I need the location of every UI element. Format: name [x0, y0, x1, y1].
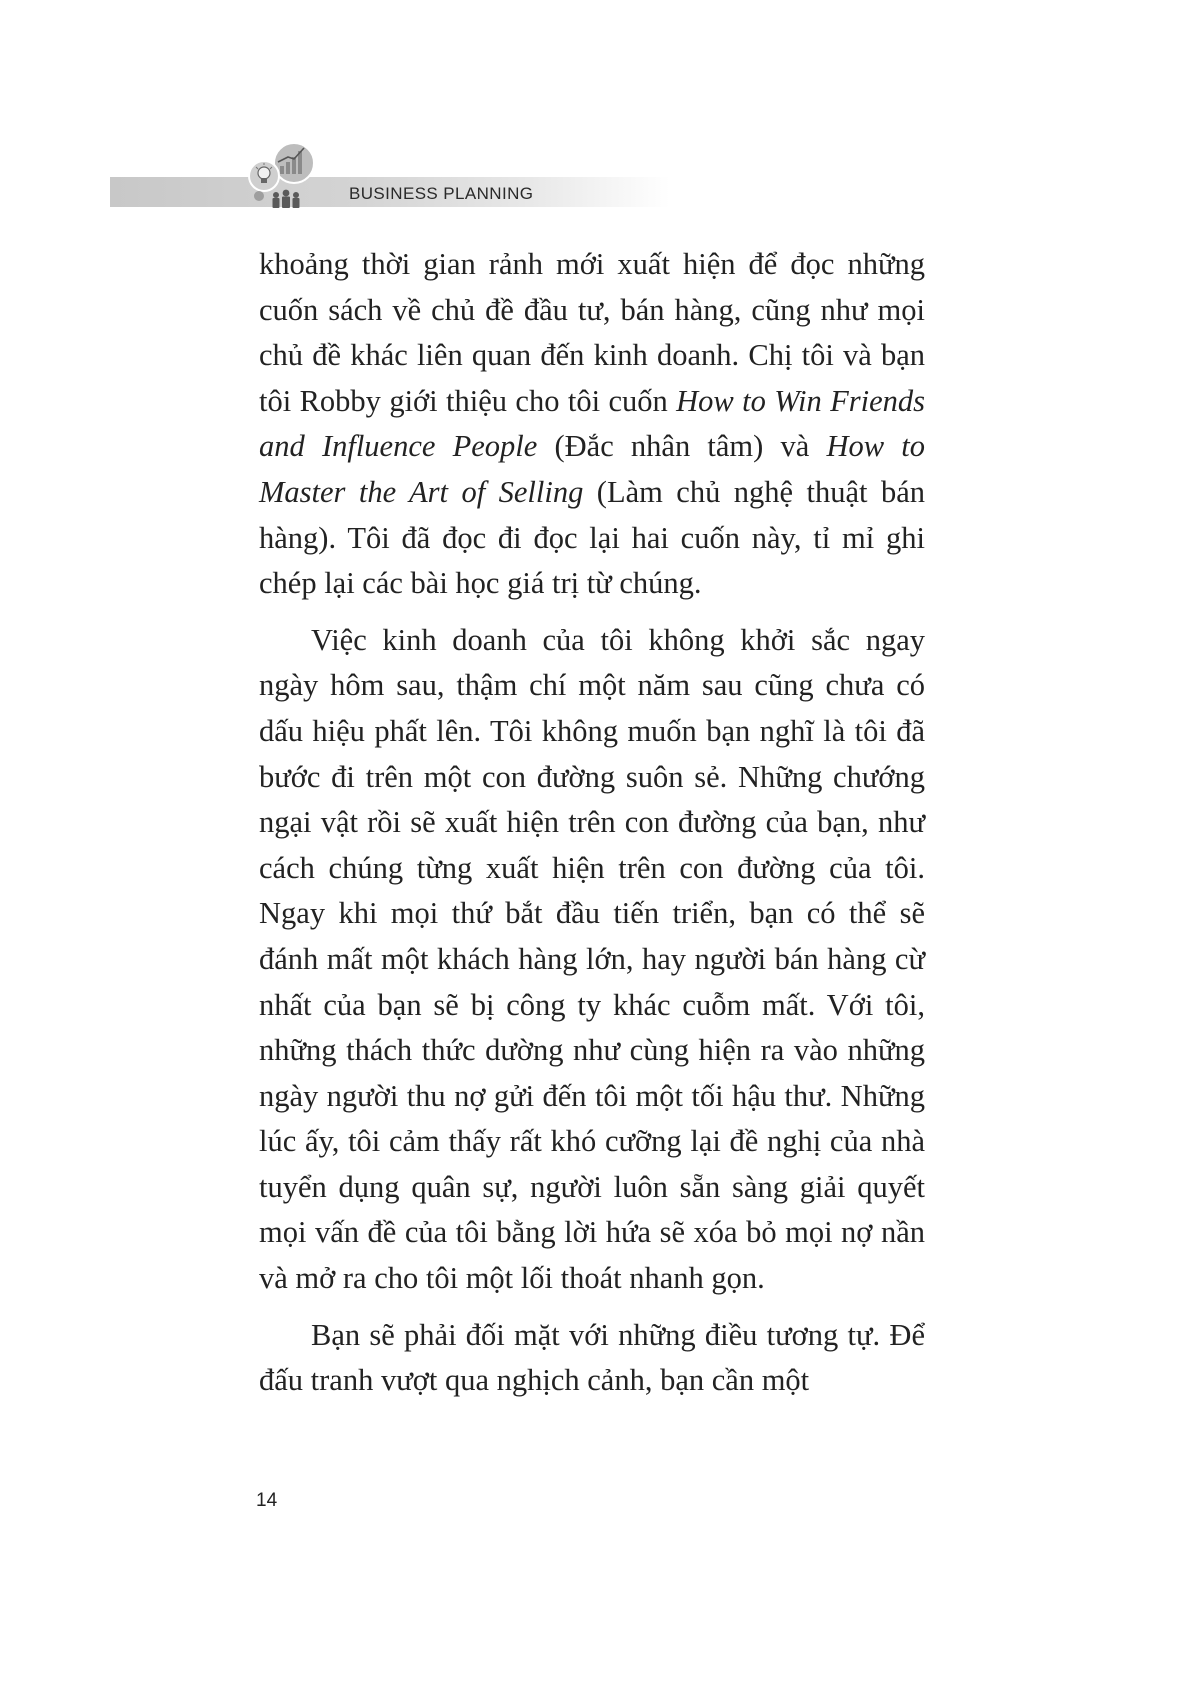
paragraph: Bạn sẽ phải đối mặt với những điều tương tự. Để đấu tranh vượt qua nghịch cảnh, bạn cần một [259, 1317, 925, 1398]
running-header-title: BUSINESS PLANNING [349, 184, 534, 203]
book-title-italic: How to Win Friends and Influence People [259, 383, 926, 464]
page-number: 14 [256, 1490, 278, 1511]
text-run: (Đắc nhân tâm) và [537, 429, 827, 464]
book-title-italic: How to Master the Art of Selling [259, 429, 925, 509]
text-run: khoảng thời gian rảnh mới xuất hiện để đọc những cuốn sách về chủ đề đầu tư, bán hàng, cũng như mọi chủ đề khác liên quan đến kinh doanh. Chị tôi và bạn tôi Robby giới thiệu cho tôi cuốn [259, 247, 925, 418]
paragraph [259, 242, 925, 607]
lightbulb-growth-chart-people-icon [248, 140, 344, 210]
paragraph: Việc kinh doanh của tôi không khởi sắc ngay ngày hôm sau, thậm chí một năm sau cũng chưa có dấu hiệu phất lên. Tôi không muốn bạn nghĩ là tôi đã bước đi trên một con đường suôn sẻ. Những chướng ngại vật rồi sẽ xuất hiện trên con đường của bạn, như cách chúng từng xuất hiện trên con đường của tôi. Ngay khi mọi thứ bắt đầu tiến triển, bạn có thể sẽ đánh mất một khách hàng lớn, hay người bán hàng cừ nhất của bạn sẽ bị công ty khác cuỗm mất. Với tôi, những thách thức dường như cùng hiện ra vào những ngày người thu nợ gửi đến tôi một tối hậu thư. Những lúc ấy, tôi cảm thấy rất khó cưỡng lại đề nghị của nhà tuyển dụng quân sự, người luôn sẵn sàng giải quyết mọi vấn đề của tôi bằng lời hứa sẽ xóa bỏ mọi nợ nần và mở ra cho tôi một lối thoát nhanh gọn. [259, 622, 925, 1296]
body-text [259, 242, 925, 1404]
text-run: (Làm chủ nghệ thuật bán hàng). Tôi đã đọc đi đọc lại hai cuốn này, tỉ mỉ ghi chép lại các bài học giá trị từ chúng. [259, 474, 925, 601]
